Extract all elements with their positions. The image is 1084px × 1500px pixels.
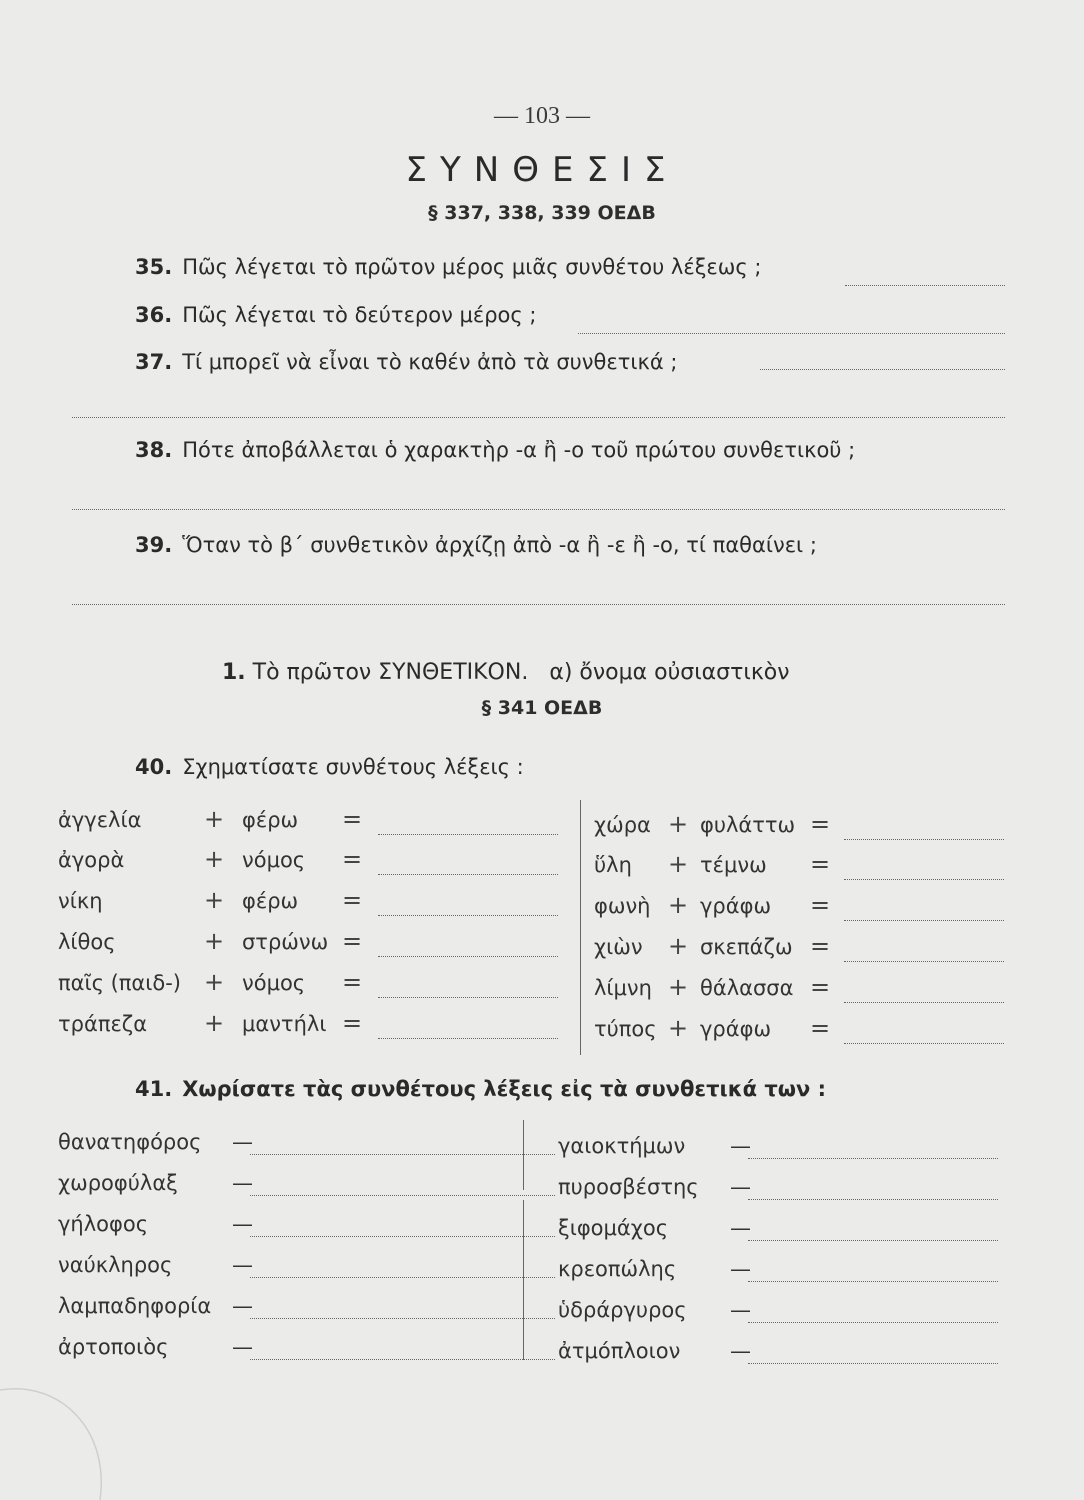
answer-line[interactable] <box>844 961 1004 962</box>
plus-sign: + <box>668 891 689 919</box>
compound-word: ἀρτοποιὸς <box>58 1335 169 1359</box>
answer-line[interactable] <box>844 839 1004 840</box>
plus-sign: + <box>204 805 225 833</box>
question-38 <box>135 438 855 462</box>
equals-sign: = <box>342 845 363 873</box>
first-word: λίμνη <box>594 976 652 1000</box>
first-word: φωνὴ <box>594 894 651 918</box>
exercise-instruction: Χωρίσατε τὰς συνθέτους λέξεις εἰς τὰ συνθετικά των : <box>182 1077 827 1101</box>
second-word: σκεπάζω <box>700 935 793 959</box>
second-word: θάλασσα <box>700 976 794 1000</box>
first-word: τράπεζα <box>58 1012 148 1036</box>
answer-line[interactable] <box>378 956 558 957</box>
answer-line[interactable] <box>378 874 558 875</box>
answer-line[interactable] <box>844 879 1004 880</box>
first-word: λίθος <box>58 930 116 954</box>
plus-sign: + <box>668 1014 689 1042</box>
compound-word: κρεοπώλης <box>558 1257 677 1281</box>
question-number: 37. <box>135 350 173 374</box>
answer-line[interactable] <box>250 1359 555 1360</box>
equals-sign: = <box>810 973 831 1001</box>
answer-line[interactable] <box>844 920 1004 921</box>
section-number: 1. <box>222 660 246 685</box>
exercise-40-heading <box>135 755 524 779</box>
plus-sign: + <box>204 1009 225 1037</box>
second-word: γράφω <box>700 894 772 918</box>
answer-line[interactable] <box>378 915 558 916</box>
plus-sign: + <box>668 810 689 838</box>
dash: — <box>730 1339 751 1363</box>
question-36 <box>135 303 536 327</box>
answer-line[interactable] <box>748 1158 998 1159</box>
answer-line[interactable] <box>748 1281 998 1282</box>
question-39 <box>135 533 817 557</box>
equals-sign: = <box>342 968 363 996</box>
section-heading <box>222 660 790 685</box>
answer-line[interactable] <box>378 997 558 998</box>
answer-line[interactable] <box>378 1038 558 1039</box>
column-divider <box>523 1200 524 1360</box>
title-reference: § 337, 338, 339 ΟΕΔΒ <box>428 202 656 224</box>
first-word: ἀγγελία <box>58 808 142 832</box>
dash: — <box>232 1130 253 1154</box>
question-number: 35. <box>135 255 173 279</box>
question-number: 38. <box>135 438 173 462</box>
compound-word: ὑδράργυρος <box>558 1298 687 1322</box>
answer-line[interactable] <box>844 1002 1004 1003</box>
equals-sign: = <box>810 932 831 960</box>
answer-line[interactable] <box>845 285 1005 286</box>
equals-sign: = <box>810 1014 831 1042</box>
dash: — <box>730 1175 751 1199</box>
second-word: γράφω <box>700 1017 772 1041</box>
answer-line[interactable] <box>250 1277 555 1278</box>
question-37 <box>135 350 677 374</box>
question-number: 36. <box>135 303 173 327</box>
dash: — <box>730 1134 751 1158</box>
compound-word: ἀτμόπλοιον <box>558 1339 681 1363</box>
compound-word: γήλοφος <box>58 1212 149 1236</box>
plus-sign: + <box>668 850 689 878</box>
plus-sign: + <box>668 932 689 960</box>
dash: — <box>232 1253 253 1277</box>
compound-word: ναύκληρος <box>58 1253 173 1277</box>
dash: — <box>232 1212 253 1236</box>
second-word: τέμνω <box>700 853 767 877</box>
answer-line[interactable] <box>250 1154 555 1155</box>
first-word: χώρα <box>594 813 651 837</box>
dash: — <box>730 1216 751 1240</box>
question-text: Πῶς λέγεται τὸ πρῶτον μέρος μιᾶς συνθέτου λέξεως ; <box>182 255 762 279</box>
answer-line[interactable] <box>748 1322 998 1323</box>
answer-line[interactable] <box>748 1363 998 1364</box>
compound-word: λαμπαδηφορία <box>58 1294 212 1318</box>
dash: — <box>232 1294 253 1318</box>
compound-word: γαιοκτήμων <box>558 1134 686 1158</box>
answer-line[interactable] <box>250 1195 555 1196</box>
answer-line[interactable] <box>250 1318 555 1319</box>
exercise-number: 40. <box>135 755 173 779</box>
first-word: χιὼν <box>594 935 643 959</box>
second-word: μαντήλι <box>242 1012 327 1036</box>
answer-line[interactable] <box>72 604 1005 605</box>
plus-sign: + <box>204 927 225 955</box>
equals-sign: = <box>342 1009 363 1037</box>
exercise-number: 41. <box>135 1077 173 1101</box>
question-text: Ὅταν τὸ β΄ συνθετικὸν ἀρχίζῃ ἀπὸ -α ἢ -ε ἢ -ο, τί παθαίνει ; <box>182 533 817 557</box>
compound-word: πυροσβέστης <box>558 1175 699 1199</box>
compound-word: χωροφύλαξ <box>58 1171 178 1195</box>
plus-sign: + <box>668 973 689 1001</box>
second-word: φέρω <box>242 808 299 832</box>
second-word: νόμος <box>242 848 306 872</box>
first-word: παῖς (παιδ-) <box>58 971 181 995</box>
dash: — <box>232 1335 253 1359</box>
second-word: νόμος <box>242 971 306 995</box>
exercise-instruction: Σχηματίσατε συνθέτους λέξεις : <box>182 755 524 779</box>
dash: — <box>730 1257 751 1281</box>
second-word: φέρω <box>242 889 299 913</box>
first-word: νίκη <box>58 889 103 913</box>
dash: — <box>730 1298 751 1322</box>
section-reference: § 341 ΟΕΔΒ <box>481 697 603 719</box>
equals-sign: = <box>342 805 363 833</box>
column-divider <box>580 800 581 1055</box>
equals-sign: = <box>810 810 831 838</box>
first-word: ἀγορὰ <box>58 848 125 872</box>
page-number: — 103 — <box>494 103 590 129</box>
dash: — <box>232 1171 253 1195</box>
answer-line[interactable] <box>378 834 558 835</box>
answer-line[interactable] <box>72 509 1005 510</box>
exercise-41-heading <box>135 1077 826 1101</box>
question-text: Τί μπορεῖ νὰ εἶναι τὸ καθέν ἀπὸ τὰ συνθετικά ; <box>182 350 678 374</box>
answer-line[interactable] <box>760 369 1005 370</box>
compound-word: ξιφομάχος <box>558 1216 669 1240</box>
plus-sign: + <box>204 968 225 996</box>
answer-line[interactable] <box>748 1240 998 1241</box>
compound-word: θανατηφόρος <box>58 1130 202 1154</box>
answer-line[interactable] <box>250 1236 555 1237</box>
page-title: ΣΥΝΘΕΣΙΣ <box>405 150 679 190</box>
question-text: Πότε ἀποβάλλεται ὁ χαρακτὴρ -α ἢ -ο τοῦ πρώτου συνθετικοῦ ; <box>182 438 856 462</box>
second-word: στρώνω <box>242 930 329 954</box>
section-title: Τὸ πρῶτον ΣΥΝΘΕΤΙΚΟΝ. <box>252 660 529 685</box>
answer-line[interactable] <box>748 1199 998 1200</box>
column-divider <box>523 1120 524 1190</box>
answer-line[interactable] <box>72 417 1005 418</box>
first-word: ὕλη <box>594 853 632 877</box>
question-text: Πῶς λέγεται τὸ δεύτερον μέρος ; <box>182 303 537 327</box>
section-subtitle: α) ὄνομα οὐσιαστικὸν <box>549 660 790 685</box>
equals-sign: = <box>810 891 831 919</box>
answer-line[interactable] <box>578 333 1005 334</box>
plus-sign: + <box>204 886 225 914</box>
equals-sign: = <box>342 886 363 914</box>
plus-sign: + <box>204 845 225 873</box>
question-35 <box>135 255 761 279</box>
first-word: τύπος <box>594 1017 657 1041</box>
second-word: φυλάττω <box>700 813 796 837</box>
page-curl-mark <box>0 1370 120 1500</box>
equals-sign: = <box>342 927 363 955</box>
question-number: 39. <box>135 533 173 557</box>
equals-sign: = <box>810 850 831 878</box>
answer-line[interactable] <box>844 1043 1004 1044</box>
